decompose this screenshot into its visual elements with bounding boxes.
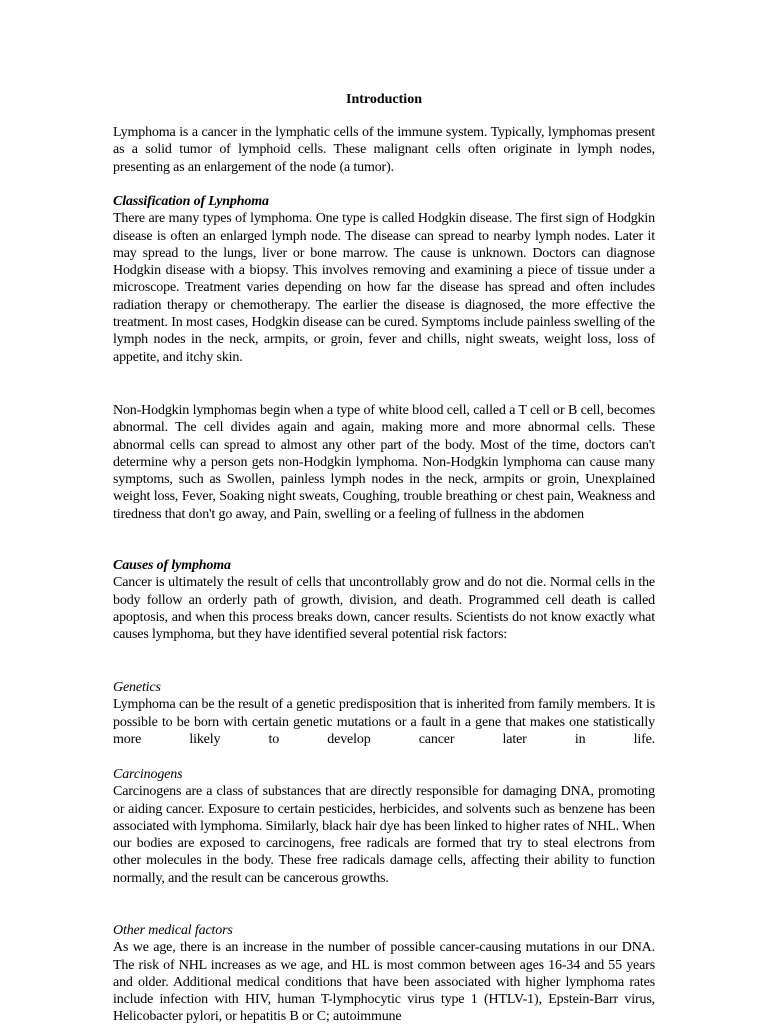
hodgkin-paragraph: There are many types of lymphoma. One type is called Hodgkin disease. The first sign of Hodgkin disease is often an enlarged lymph node. The disease can spread to nearby lymph nodes. Later it may spread to the lungs, liver or bone marrow. The cause is unknown. Doctors can diagnose Hodgkin disease with a biopsy. This involves removing and examining a piece of tissue under a microscope. Treatment varies depending on how far the disease has spread and often includes radiation therapy or chemotherapy. The earlier the disease is diagnosed, the more effective the treatment. In most cases, Hodgkin disease can be cured. Symptoms include painless swelling of the lymph nodes in the neck, armpits, or groin, fever and chills, night sweats, weight loss, loss of appetite, and itchy skin. xyxy=(113,211,655,365)
causes-heading: Causes of lymphoma xyxy=(113,558,231,573)
non-hodgkin-paragraph: Non-Hodgkin lymphomas begin when a type of white blood cell, called a T cell or B cell, becomes abnormal. The cell divides again and again, making more and more abnormal cells. These abnormal cells can spread to almost any other part of the body. Most of the time, doctors can't determine why a person gets non-Hodgkin lymphoma. Non-Hodgkin lymphoma can cause many symptoms, such as Swollen, painless lymph nodes in the neck, armpits or groin, Unexplained weight loss, Fever, Soaking night sweats, Coughing, trouble breathing or chest pain, Weakness and tiredness that don't go away, and Pain, swelling or a feeling of fullness in the abdomen xyxy=(113,403,655,522)
classification-heading: Classification of Lynphoma xyxy=(113,194,269,209)
causes-paragraph: Cancer is ultimately the result of cells that uncontrollably grow and do not die. Normal cells in the body follow an orderly path of growth, division, and death. Programmed cell death is called apoptosis, and when this process breaks down, cancer results. Scientists do not know exactly what causes lymphoma, but they have identified several potential risk factors: xyxy=(113,575,655,643)
other-factors-section xyxy=(113,922,655,1024)
causes-section xyxy=(113,557,655,643)
genetics-heading: Genetics xyxy=(113,680,161,695)
page-title: Introduction xyxy=(346,92,422,107)
carcinogens-paragraph: Carcinogens are a class of substances that are directly responsible for damaging DNA, promoting or aiding cancer. Exposure to certain pesticides, herbicides, and solvents such as benzene has been associated with lymphoma. Similarly, black hair dye has been linked to higher rates of NHL. When our bodies are exposed to carcinogens, free radicals are formed that try to steal electrons from other molecules in the body. These free radicals damage cells, affecting their ability to function normally, and the result can be cancerous growths. xyxy=(113,784,655,886)
other-factors-heading: Other medical factors xyxy=(113,923,233,938)
genetics-paragraph: Lymphoma can be the result of a genetic predisposition that is inherited from family members. It is possible to be born with certain genetic mutations or a fault in a gene that makes one statistically more likely to develop cancer later in life. xyxy=(113,697,655,747)
genetics-section xyxy=(113,679,655,748)
other-factors-paragraph: As we age, there is an increase in the number of possible cancer-causing mutations in our DNA. The risk of NHL increases as we age, and HL is most common between ages 16-34 and 55 years and older. Additional medical conditions that have been associated with higher lymphoma rates include infection with HIV, human T-lymphocytic virus type 1 (HTLV-1), Epstein-Barr virus, Helicobacter pylori, or hepatitis B or C; autoimmune xyxy=(113,940,655,1024)
carcinogens-heading: Carcinogens xyxy=(113,767,183,782)
carcinogens-section xyxy=(113,766,655,887)
intro-paragraph: Lymphoma is a cancer in the lymphatic cells of the immune system. Typically, lymphomas present as a solid tumor of lymphoid cells. These malignant cells often originate in lymph nodes, presenting as an enlargement of the node (a tumor). xyxy=(113,125,655,175)
classification-section xyxy=(113,193,655,366)
